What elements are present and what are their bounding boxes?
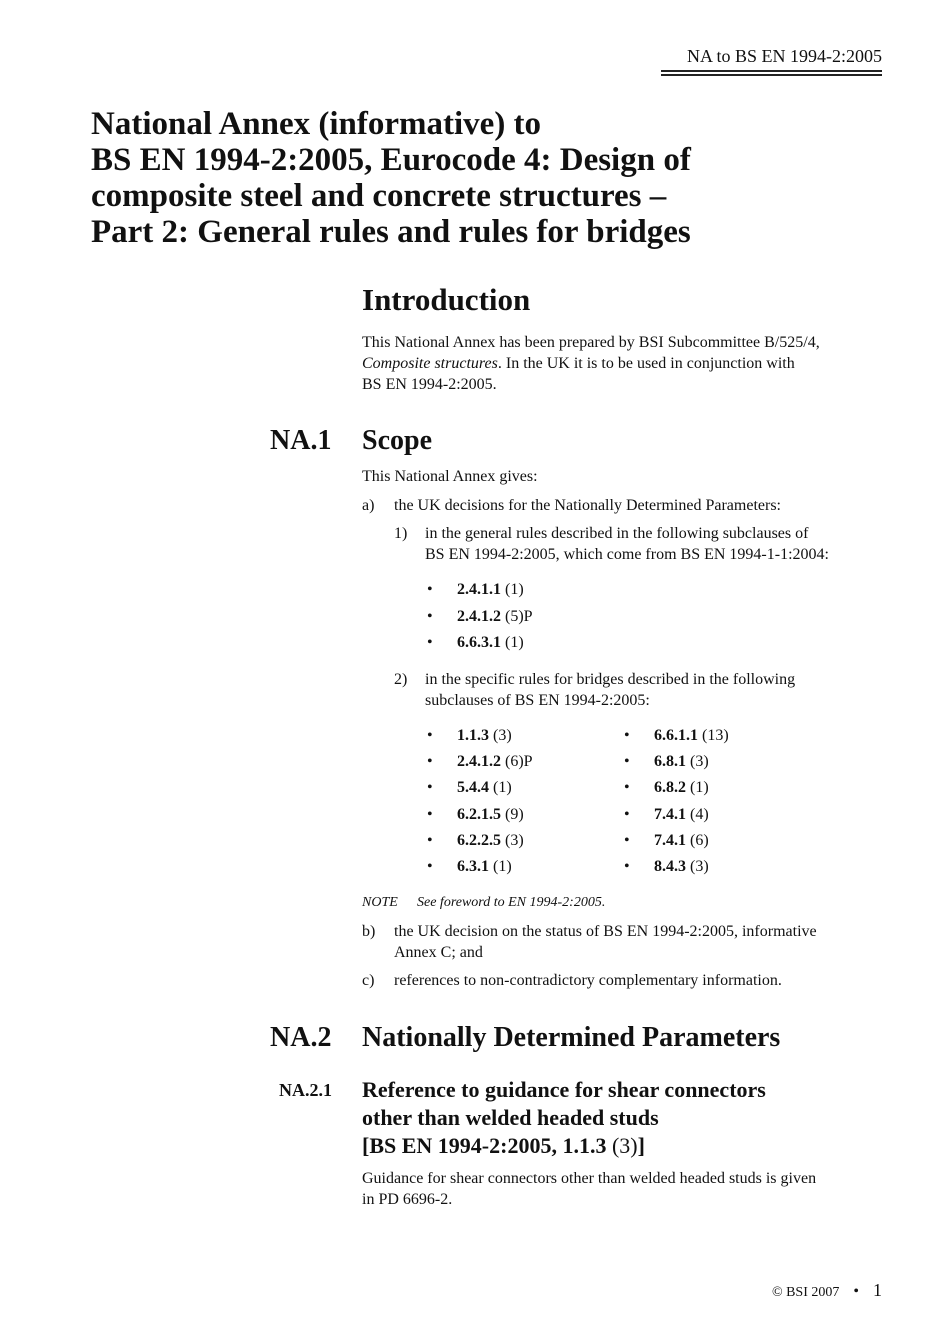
clause-ref: 6.2.1.5 — [457, 805, 501, 823]
subsection-paragraph — [362, 1168, 816, 1210]
bullet: • — [624, 779, 630, 797]
subsection-title-line: other than welded headed studs — [362, 1105, 659, 1130]
list-item — [427, 579, 533, 606]
clause-para: (5)P — [501, 607, 533, 625]
intro-line: This National Annex has been prepared by BSI Subcommittee B/525/4, — [362, 334, 820, 351]
bullet: • — [624, 753, 630, 771]
subsection-title — [362, 1076, 766, 1160]
list-item — [624, 725, 729, 751]
title-line: BS EN 1994-2:2005, Eurocode 4: Design of — [91, 142, 691, 178]
item-label: c) — [362, 972, 375, 989]
list-item — [427, 804, 533, 830]
bullet: • — [427, 779, 433, 797]
sub-item-text — [425, 669, 795, 711]
subclause-list-right — [624, 725, 729, 882]
note-text: See foreword to EN 1994-2:2005. — [417, 895, 606, 910]
clause-ref: 7.4.1 — [654, 831, 686, 849]
list-item — [624, 856, 729, 882]
bullet: • — [427, 805, 433, 823]
intro-line — [362, 353, 892, 374]
introduction-paragraph — [362, 332, 892, 395]
clause-para: (3) — [686, 753, 709, 771]
clause-ref: 6.8.2 — [654, 779, 686, 797]
sub-item-line: subclauses of BS EN 1994-2:2005: — [425, 692, 650, 709]
intro-line: BS EN 1994-2:2005. — [362, 376, 497, 393]
clause-para: (1) — [489, 779, 512, 797]
introduction-heading: Introduction — [362, 282, 531, 317]
list-item — [427, 777, 533, 803]
clause-para: (3) — [686, 857, 709, 875]
clause-ref: 5.4.4 — [457, 779, 489, 797]
item-text: references to non-contradictory complementary information. — [394, 972, 782, 989]
intro-italic: Composite structures — [362, 355, 498, 372]
copyright: © BSI 2007 — [771, 1285, 840, 1300]
list-item — [427, 725, 533, 751]
clause-ref: 2.4.1.2 — [457, 753, 501, 771]
sub-item-label: 1) — [394, 525, 408, 542]
list-item — [427, 856, 533, 882]
bullet: • — [427, 581, 433, 598]
clause-para: (1) — [686, 779, 709, 797]
section-title: Nationally Determined Parameters — [362, 1022, 781, 1053]
sub-item-text — [425, 523, 829, 565]
clause-ref: 2.4.1.2 — [457, 607, 501, 625]
sub-item-line: in the general rules described in the following subclauses of — [425, 525, 809, 542]
clause-ref: 8.4.3 — [654, 857, 686, 875]
paragraph-line: in PD 6696-2. — [362, 1191, 453, 1208]
page-title — [91, 106, 891, 250]
sub-item-line: in the specific rules for bridges described in the following — [425, 671, 796, 688]
scope-intro: This National Annex gives: — [362, 468, 538, 485]
clause-ref: 6.8.1 — [654, 753, 686, 771]
sub-item-label: 2) — [394, 671, 408, 688]
bullet: • — [427, 831, 433, 849]
running-header: NA to BS EN 1994-2:2005 — [686, 46, 882, 66]
clause-para: (6)P — [501, 753, 533, 771]
reference-bold: [BS EN 1994-2:2005, 1.1.3 — [362, 1133, 607, 1158]
title-line: Part 2: General rules and rules for bridges — [91, 214, 691, 250]
subsection-number: NA.2.1 — [279, 1080, 332, 1100]
paragraph-line: Guidance for shear connectors other than welded headed studs is given — [362, 1170, 817, 1187]
list-item — [427, 606, 533, 633]
bullet: • — [427, 634, 433, 651]
title-line: composite steel and concrete structures – — [91, 178, 667, 214]
clause-ref: 6.3.1 — [457, 857, 489, 875]
item-label: a) — [362, 497, 375, 514]
bullet: • — [427, 857, 433, 875]
bullet: • — [427, 607, 433, 625]
clause-ref: 6.2.2.5 — [457, 831, 501, 849]
clause-ref: 6.6.1.1 — [654, 727, 698, 744]
sub-item-line: BS EN 1994-2:2005, which come from BS EN 1994-1-1:2004: — [425, 546, 829, 563]
clause-para: (3) — [501, 831, 524, 849]
list-item — [624, 751, 729, 777]
item-line: Annex C; and — [394, 944, 483, 961]
bullet: • — [624, 831, 630, 849]
list-item — [427, 751, 533, 777]
subclause-list-left — [427, 725, 533, 882]
list-item — [427, 632, 533, 659]
page-number: 1 — [873, 1280, 882, 1300]
bullet: • — [624, 857, 630, 875]
subsection-title-line: Reference to guidance for shear connectors — [362, 1077, 766, 1102]
reference-end: ] — [637, 1133, 645, 1158]
clause-para: (9) — [501, 805, 524, 823]
header-rule — [661, 74, 882, 76]
clause-para: (1) — [489, 857, 512, 875]
section-title: Scope — [362, 425, 432, 456]
clause-para: (3) — [489, 727, 512, 744]
list-item — [624, 804, 729, 830]
clause-para: (4) — [686, 805, 709, 823]
clause-para: (13) — [698, 727, 729, 744]
bullet: • — [427, 753, 433, 771]
clause-ref: 1.1.3 — [457, 727, 489, 744]
intro-text: . In the UK it is to be used in conjunction with — [497, 355, 795, 372]
subsection-title-line — [362, 1132, 766, 1160]
subclause-list — [427, 579, 533, 659]
section-number: NA.1 — [270, 425, 332, 456]
note-label: NOTE — [362, 895, 398, 910]
bullet: • — [624, 805, 630, 823]
page-footer — [772, 1280, 882, 1301]
item-text: the UK decisions for the Nationally Determined Parameters: — [394, 497, 781, 514]
clause-ref: 2.4.1.1 — [457, 581, 501, 598]
clause-para: (6) — [686, 831, 709, 849]
clause-para: (1) — [501, 581, 524, 598]
header-rule — [661, 70, 882, 72]
clause-ref: 7.4.1 — [654, 805, 686, 823]
section-number: NA.2 — [270, 1022, 332, 1053]
reference-para: (3) — [606, 1133, 638, 1158]
item-label: b) — [362, 923, 376, 940]
list-item — [624, 777, 729, 803]
bullet: • — [427, 727, 433, 744]
item-text — [394, 921, 817, 963]
clause-para: (1) — [501, 634, 524, 651]
list-item — [427, 830, 533, 856]
title-line: National Annex (informative) to — [91, 106, 542, 142]
clause-ref: 6.6.3.1 — [457, 634, 501, 651]
item-line: the UK decision on the status of BS EN 1994-2:2005, informative — [394, 923, 817, 940]
bullet: • — [624, 727, 630, 744]
footer-separator: • — [853, 1283, 859, 1300]
list-item — [624, 830, 729, 856]
